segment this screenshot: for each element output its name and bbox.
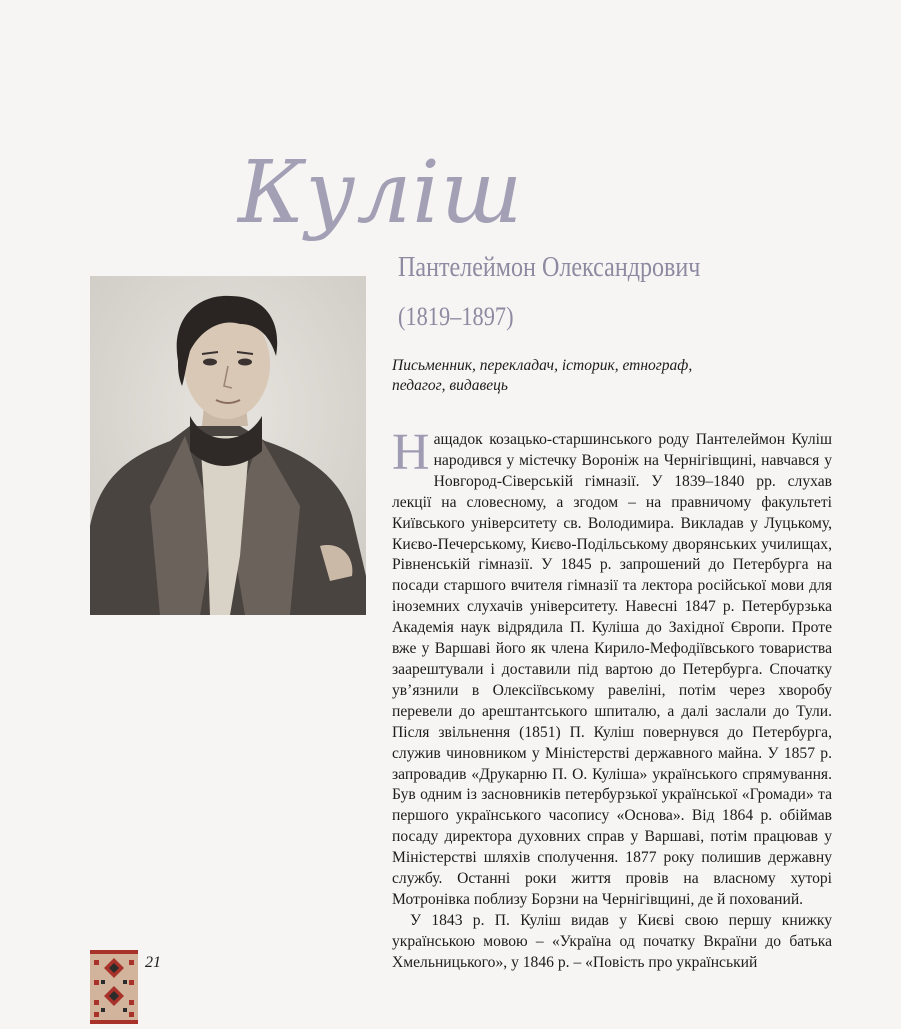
portrait-drawing bbox=[90, 276, 366, 615]
roles-line-1: Письменник, перекладач, історик, етнограф, bbox=[392, 357, 693, 374]
ornament-pattern bbox=[90, 950, 138, 1024]
full-name: Пантелеймон Олександрович bbox=[398, 252, 701, 283]
surname-heading bbox=[238, 118, 538, 268]
paragraph-2: У 1843 р. П. Куліш видав у Києві свою першу книжку українською мовою – «Україна од початку Вкраїни до батька Хмельницького», у 1846 р. – «Повість про український bbox=[392, 911, 832, 971]
embroidery-ornament bbox=[90, 950, 138, 1024]
surname-text: Куліш bbox=[238, 143, 524, 243]
article-body bbox=[392, 424, 832, 974]
life-years: (1819–1897) bbox=[398, 302, 514, 331]
paragraph-1 bbox=[392, 424, 832, 911]
paragraph-1-text: ащадок козацько-старшинського роду Пантелеймон Куліш народився у містечку Воронiж на Чернігівщині, навчався у Новгород-Сіверській гімназії. У 1839–1840 рр. слухав лекції на словесному, а згодом – на правничому факультеті Київського університету св. Володимира. Викладав у Луцькому, Києво-Печерському, Києво-Подільському дворянських училищах, Рівненській гімназії. У 1845 р. запрошений до Петербурга на посади старшого вчителя гімназії та лектора російської мови для іноземних слухачів університету. Навесні 1847 р. Петербурзька Академія наук відрядила П. Куліша до Західної Європи. Проте вже у Варшаві його як члена Кирило-Мефодіївського товариства заарештували і доставили під вартою до Петербурга. Спочатку ув’язнили в Олексіївському равеліні, потім через хворобу перевели до арештантського шпиталю, а далі заслали до Тули. Після звільнення (1851) П. Куліш повернувся до Петербурга, служив чиновником у Міністерстві державного майна. У 1857 р. запровадив «Друкарню П. О. Куліша» українського спрямування. Був одним із засновників петербурзької української «Громади» та першого українського часопису «Основа». Від 1864 р. обіймав посаду директора духовних справ у Варшаві, потім працював у Міністерстві шляхів сполучення. 1877 року полишив державну службу. Останні роки життя провів на власному хуторі Мотронівка поблизу Борзни на Чернігівщині, де й похований. bbox=[392, 431, 832, 908]
drop-cap: Н bbox=[392, 424, 430, 481]
portrait-image bbox=[90, 276, 366, 615]
page-number: 21 bbox=[145, 954, 161, 971]
roles-line-2: педагог, видавець bbox=[392, 377, 508, 394]
roles-subtitle bbox=[392, 356, 792, 396]
